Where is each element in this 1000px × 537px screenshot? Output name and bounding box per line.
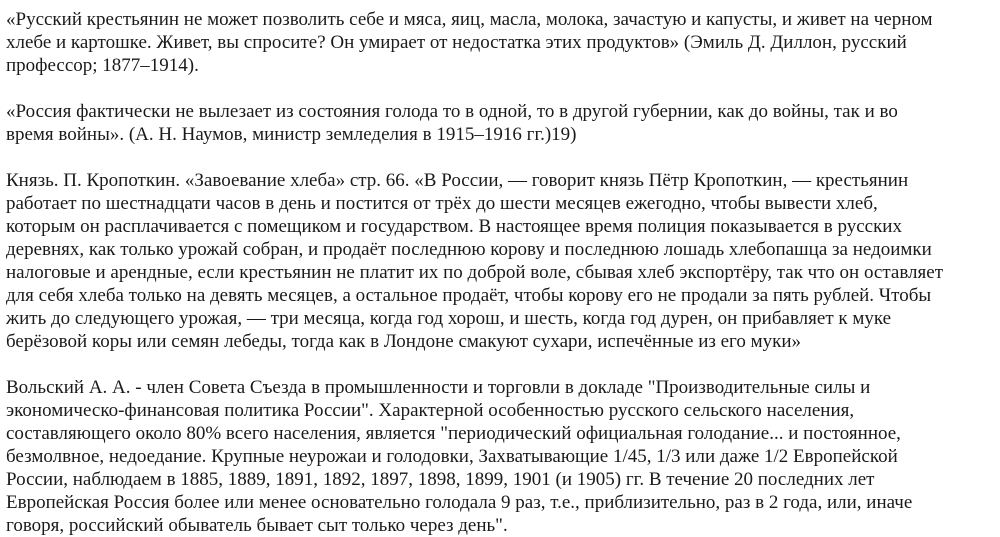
text-line: безмолвное, недоедание. Крупные неурожаи и голодовки, Захватывающие 1/45, 1/3 или даже 1/2 Европейской [6,446,898,467]
text-line: для себя хлеба только на девять месяцев, а остальное продаёт, чтобы корову его не продали за пять рублей. Чтобы [6,285,932,306]
text-line: «Русский крестьянин не может позволить себе и мяса, яиц, масла, молока, зачастую и капусты, и живет на черном [6,9,933,30]
text-line: жить до следующего урожая, — три месяца, когда год хорош, и шесть, когда год дурен, он прибавляет к муке [6,308,892,329]
text-line: профессор; 1877–1914). [6,55,199,76]
text-line: Вольский А. А. - член Совета Съезда в промышленности и торговли в докладе "Производительные силы и [6,377,871,398]
text-line: России, наблюдаем в 1885, 1889, 1891, 1892, 1897, 1898, 1899, 1901 (и 1905) гг. В течение 20 последних лет [6,469,875,490]
text-line: говоря, российский обыватель бывает сыт только через день". [6,515,508,536]
text-line: время войны». (А. Н. Наумов, министр земледелия в 1915–1916 гг.)19) [6,124,577,145]
text-line: Князь. П. Кропоткин. «Завоевание хлеба» стр. 66. «В России, — говорит князь Пётр Кропоткин, — крестьянин [6,170,909,191]
quote-paragraph-kropotkin [6,169,1000,353]
quote-paragraph-volsky [6,376,1000,537]
quote-paragraph-dillon [6,8,1000,77]
text-line: «Россия фактически не вылезает из состояния голода то в одной, то в другой губернии, как до войны, так и во [6,101,898,122]
text-line: работает по шестнадцати часов в день и постится от трёх до шести месяцев ежегодно, чтобы вывести хлеб, [6,193,878,214]
text-line: которым он расплачивается с помещиком и государством. В настоящее время полиция показывается в русских [6,216,902,237]
text-line: хлебе и картошке. Живет, вы спросите? Он умирает от недостатка этих продуктов» (Эмиль Д. Диллон, русский [6,32,907,53]
quote-paragraph-naumov [6,100,1000,146]
text-line: Европейская Россия более или менее основательно голодала 9 раз, т.е., приблизительно, раз в 2 года, или, иначе [6,492,913,513]
text-line: экономическо-финансовая политика России". Характерной особенностью русского сельского населения, [6,400,855,421]
text-line: берёзовой коры или семян лебеды, тогда как в Лондоне смакуют сухари, испечённые из его муки» [6,331,802,352]
text-line: составляющего около 80% всего населения, является "периодический официальная голодание... и постоянное, [6,423,901,444]
text-line: налоговые и арендные, если крестьянин не платит их по доброй воле, сбывая хлеб экспортёру, так что он оставляет [6,262,944,283]
text-line: деревнях, как только урожай собран, и продаёт последнюю корову и последнюю лошадь хлебопашца за недоимки [6,239,932,260]
